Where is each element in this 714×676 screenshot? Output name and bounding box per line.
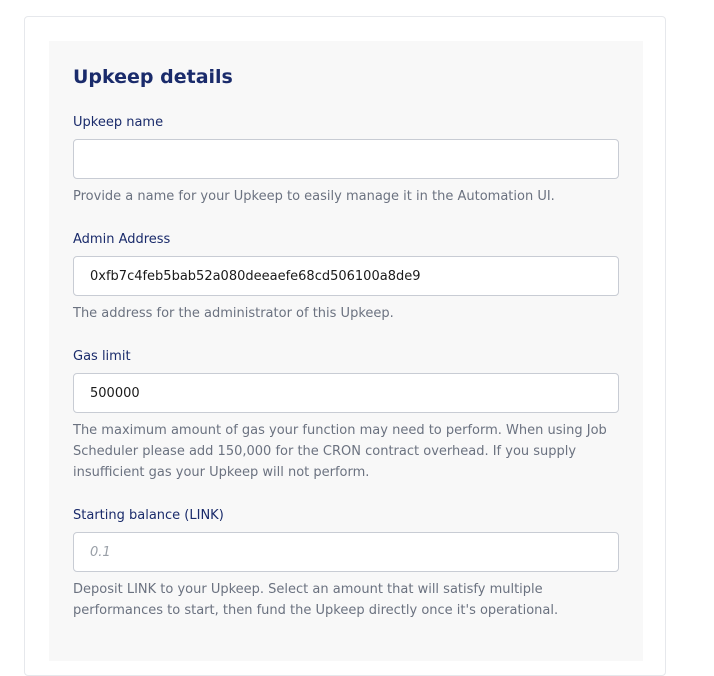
upkeep-name-input[interactable] <box>73 139 619 179</box>
gas-limit-label: Gas limit <box>73 349 131 364</box>
admin-address-input[interactable] <box>73 256 619 296</box>
section-title: Upkeep details <box>73 66 233 88</box>
admin-address-label: Admin Address <box>73 232 171 247</box>
starting-balance-input[interactable] <box>73 532 619 572</box>
starting-balance-label: Starting balance (LINK) <box>73 508 224 523</box>
gas-limit-help: The maximum amount of gas your function may need to perform. When using Job Scheduler please add 150,000 for the CRON contract overhead. If you supply insufficient gas your Upkeep will not perform. <box>73 423 607 480</box>
starting-balance-help: Deposit LINK to your Upkeep. Select an amount that will satisfy multiple performances to start, then fund the Upkeep directly once it's operational. <box>73 582 559 618</box>
admin-address-help: The address for the administrator of this Upkeep. <box>73 306 394 321</box>
gas-limit-input[interactable] <box>73 373 619 413</box>
upkeep-name-help: Provide a name for your Upkeep to easily manage it in the Automation UI. <box>73 189 555 204</box>
upkeep-name-label: Upkeep name <box>73 115 164 130</box>
